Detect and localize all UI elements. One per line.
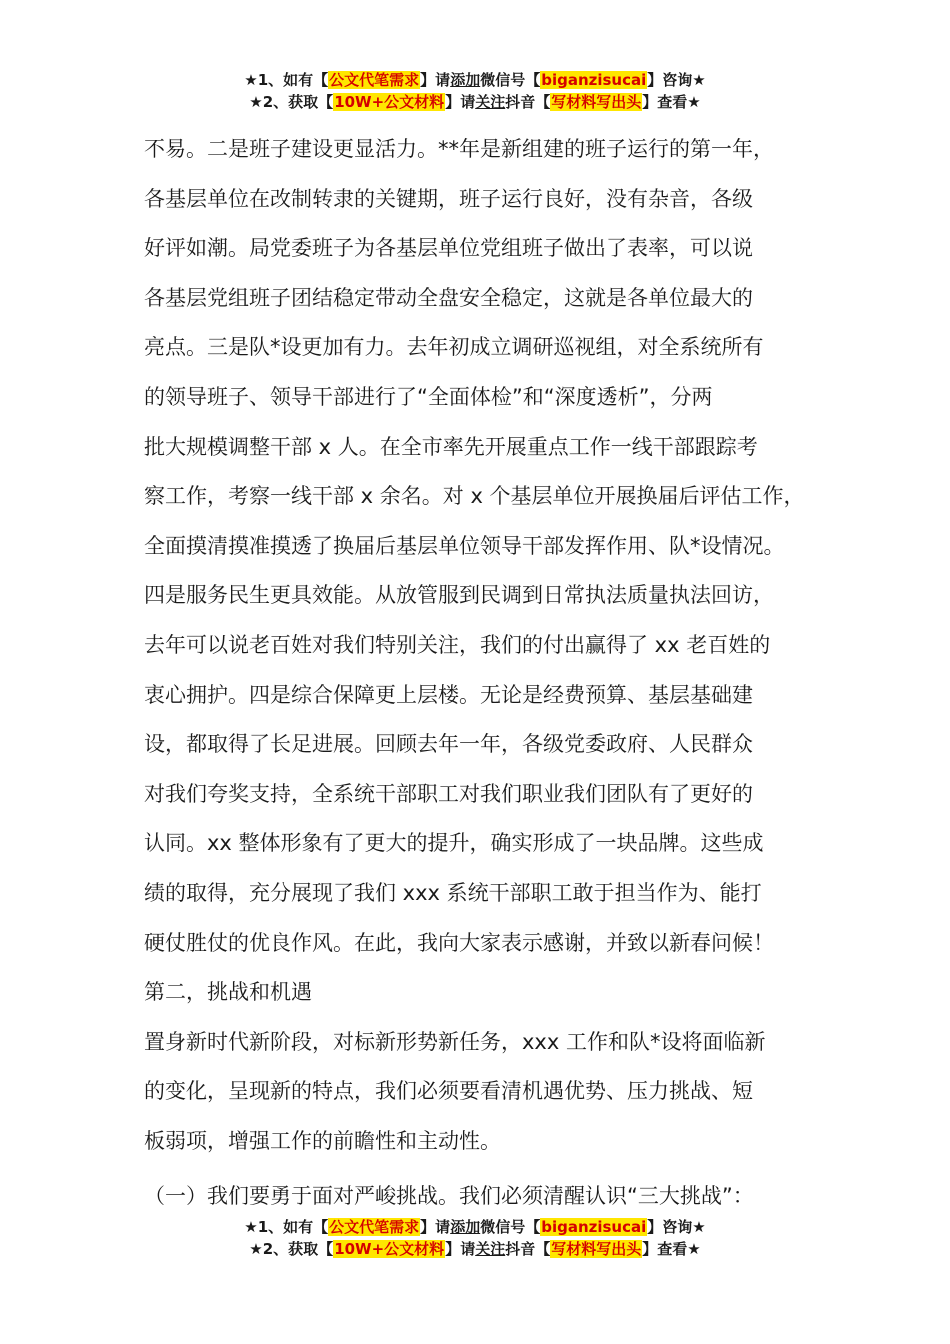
banner-text: 抖音【 xyxy=(505,1240,551,1258)
body-line: 的领导班子、领导干部进行了“全面体检”和“深度透析”，分两 xyxy=(144,384,713,409)
banner-text: 抖音【 xyxy=(505,93,551,111)
body-line: 各基层单位在改制转隶的关键期，班子运行良好，没有杂音，各级 xyxy=(144,186,753,211)
banner-underlined: 添加 xyxy=(450,71,481,89)
banner-text: 】查看★ xyxy=(642,93,701,111)
highlight-service: 公文代笔需求 xyxy=(329,71,420,89)
highlight-materials: 10W+公文材料 xyxy=(334,1240,445,1258)
highlight-douyin-account: 写材料写出头 xyxy=(551,1240,642,1258)
banner-text: 】请 xyxy=(445,93,476,111)
banner-line-1 xyxy=(0,1216,950,1238)
banner-text: ★1、如有【 xyxy=(244,71,329,89)
banner-underlined: 关注 xyxy=(475,1240,506,1258)
body-line: 全面摸清摸准摸透了换届后基层单位领导干部发挥作用、队*设情况。 xyxy=(144,533,785,558)
banner-text: 】咨询★ xyxy=(647,1218,706,1236)
banner-text: ★2、获取【 xyxy=(249,1240,334,1258)
body-line: 设，都取得了长足进展。回顾去年一年，各级党委政府、人民群众 xyxy=(144,732,753,757)
body-line: 不易。二是班子建设更显活力。**年是新组建的班子运行的第一年， xyxy=(144,137,774,161)
body-line: 的变化，呈现新的特点，我们必须要看清机遇优势、压力挑战、短 xyxy=(144,1079,753,1104)
section-heading: 第二，挑战和机遇 xyxy=(144,980,312,1005)
body-line: 认同。xx 整体形象有了更大的提升，确实形成了一块品牌。这些成 xyxy=(144,831,764,856)
banner-text: ★2、获取【 xyxy=(249,93,334,111)
body-line: 各基层党组班子团结稳定带动全盘安全稳定，这就是各单位最大的 xyxy=(144,285,753,310)
body-line: 察工作，考察一线干部 x 余名。对 x 个基层单位开展换届后评估工作， xyxy=(144,484,805,509)
body-line: 好评如潮。局党委班子为各基层单位党组班子做出了表率，可以说 xyxy=(144,236,753,261)
body-line: 四是服务民生更具效能。从放管服到民调到日常执法质量执法回访， xyxy=(144,583,774,608)
banner-underlined: 关注 xyxy=(475,93,506,111)
body-line: 板弱项，增强工作的前瞻性和主动性。 xyxy=(144,1128,501,1153)
body-line: 置身新时代新阶段，对标新形势新任务，xxx 工作和队*设将面临新 xyxy=(144,1029,766,1054)
banner-text: ★1、如有【 xyxy=(244,1218,329,1236)
banner-text: 微信号【 xyxy=(480,71,541,89)
highlight-douyin-account: 写材料写出头 xyxy=(551,93,642,111)
banner-text: 】请 xyxy=(420,71,451,89)
highlight-wechat-id: biganzisucai xyxy=(541,1218,647,1236)
body-line: 绩的取得，充分展现了我们 xxx 系统干部职工敢于担当作为、能打 xyxy=(144,880,762,905)
banner-line-2 xyxy=(0,91,950,113)
banner-underlined: 添加 xyxy=(450,1218,481,1236)
banner-text: 微信号【 xyxy=(480,1218,541,1236)
highlight-materials: 10W+公文材料 xyxy=(334,93,445,111)
footer-banner xyxy=(0,1216,950,1260)
banner-text: 】查看★ xyxy=(642,1240,701,1258)
highlight-service: 公文代笔需求 xyxy=(329,1218,420,1236)
body-line: 亮点。三是队*设更加有力。去年初成立调研巡视组，对全系统所有 xyxy=(144,335,764,360)
body-line: 硬仗胜仗的优良作风。在此，我向大家表示感谢，并致以新春问候！ xyxy=(144,930,774,955)
header-banner xyxy=(0,69,950,113)
subsection-line: （一）我们要勇于面对严峻挑战。我们必须清醒认识“三大挑战”： xyxy=(144,1184,754,1209)
highlight-wechat-id: biganzisucai xyxy=(541,71,647,89)
body-line: 衷心拥护。四是综合保障更上层楼。无论是经费预算、基层基础建 xyxy=(144,682,753,707)
banner-line-2 xyxy=(0,1238,950,1260)
banner-text: 】请 xyxy=(420,1218,451,1236)
document-body xyxy=(144,125,834,1222)
body-line: 对我们夸奖支持，全系统干部职工对我们职业我们团队有了更好的 xyxy=(144,781,753,806)
banner-text: 】咨询★ xyxy=(647,71,706,89)
body-line: 批大规模调整干部 x 人。在全市率先开展重点工作一线干部跟踪考 xyxy=(144,434,758,459)
banner-line-1 xyxy=(0,69,950,91)
banner-text: 】请 xyxy=(445,1240,476,1258)
body-line: 去年可以说老百姓对我们特别关注，我们的付出赢得了 xx 老百姓的 xyxy=(144,632,771,657)
